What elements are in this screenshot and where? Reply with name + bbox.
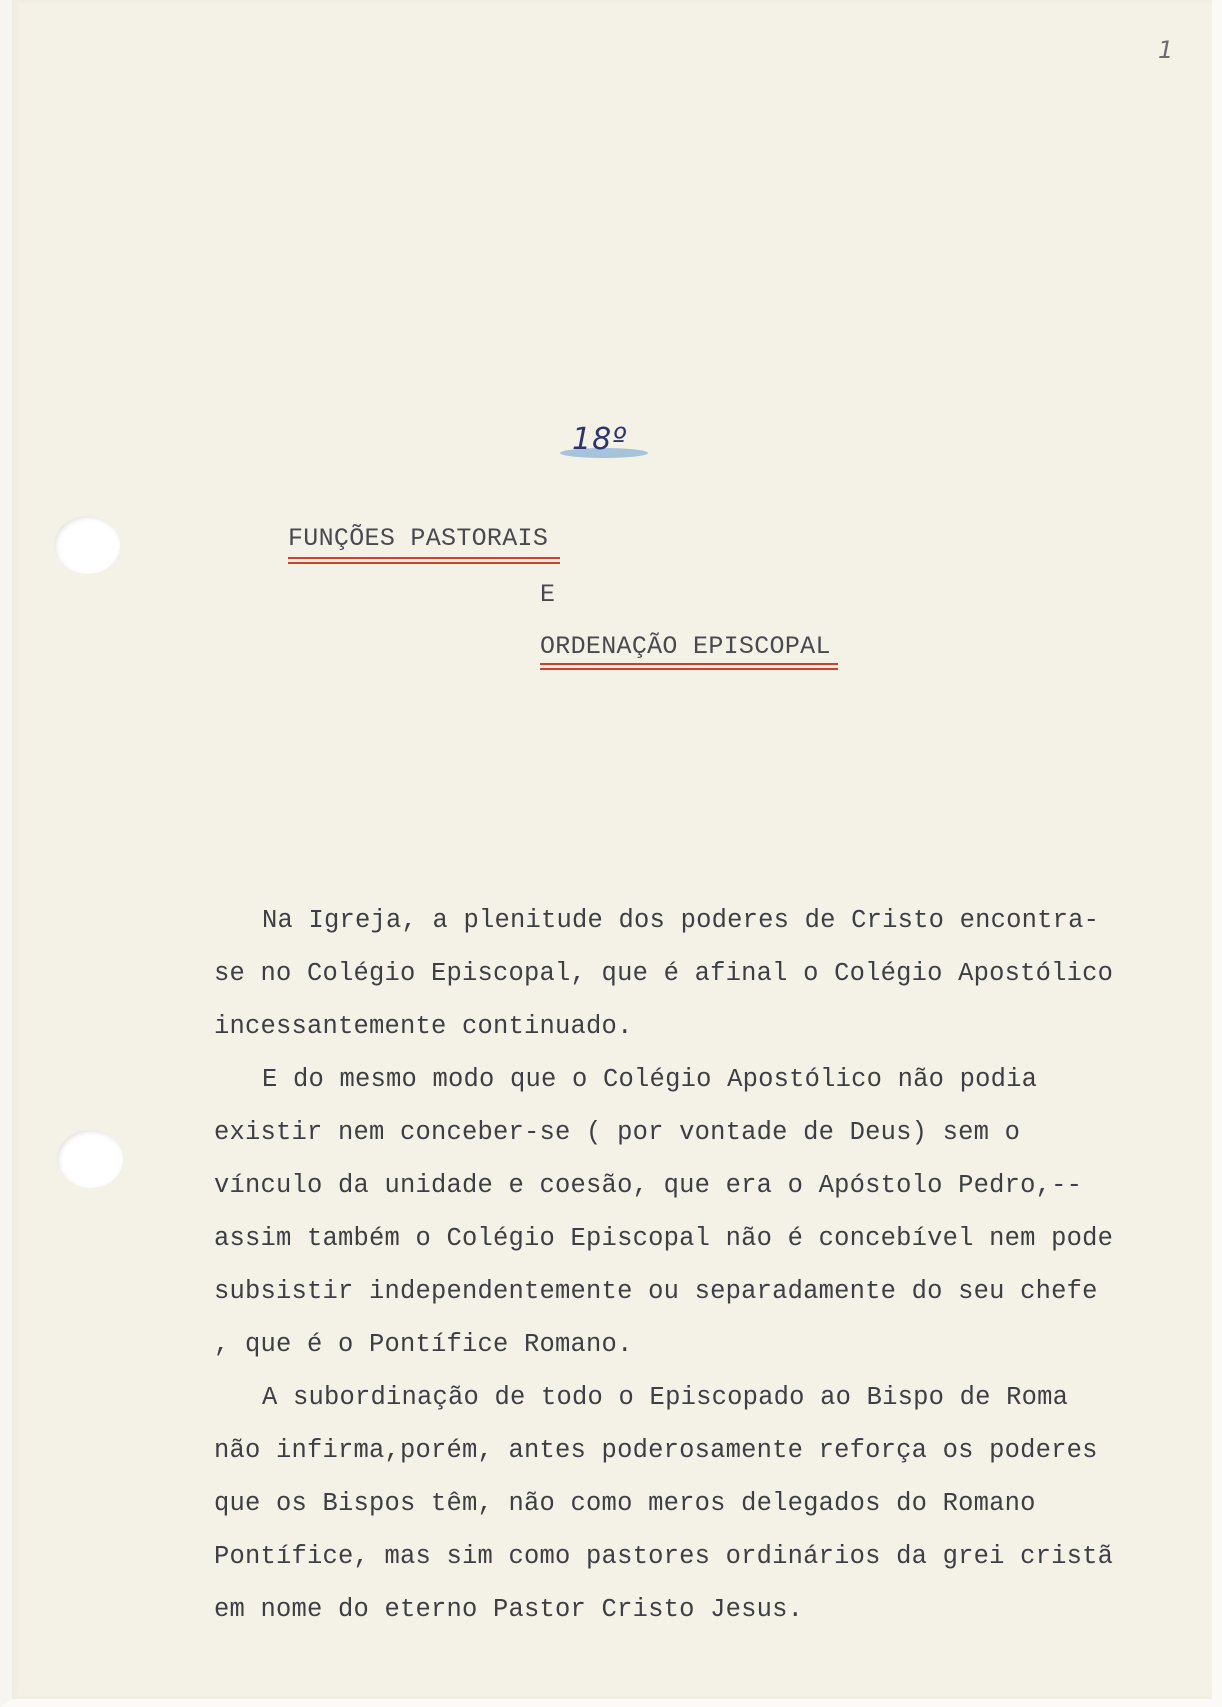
title-line-2: ORDENAÇÃO EPISCOPAL (540, 632, 831, 661)
paragraph: Na Igreja, a plenitude dos poderes de Cristo encontra-se no Colégio Episcopal, que é afinal o Colégio Apostólico incessantemente continuado. (214, 906, 1114, 1041)
punch-hole-bottom (57, 1130, 123, 1188)
paragraph: A subordinação de todo o Episcopado ao Bispo de Roma não infirma,porém, antes poderosamente reforça os poderes que os Bispos têm, não como meros delegados do Romano Pontífice, mas sim como pastores ordinários da grei cristã em nome do eterno Pastor Cristo Jesus. (214, 1383, 1114, 1624)
body-text (214, 894, 1114, 1636)
title-line-1-underline-bottom (288, 562, 560, 564)
page-number: 1 (1158, 36, 1174, 64)
title-conjunction: E (540, 580, 556, 609)
title-line-2-underline-bottom (540, 668, 838, 670)
paragraph: E do mesmo modo que o Colégio Apostólico não podia existir nem conceber-se ( por vontade de Deus) sem o vínculo da unidade e coesão, que era o Apóstolo Pedro,-- assim também o Colégio Episcopal não é concebível nem pode subsistir independentemente ou separadamente do seu chefe , que é o Pontífice Romano. (214, 1065, 1114, 1359)
punch-hole-top (54, 516, 120, 574)
chapter-number: 18º (572, 422, 628, 457)
title-line-1-underline-top (288, 557, 560, 559)
title-line-1: FUNÇÕES PASTORAIS (288, 524, 549, 553)
title-line-2-underline-top (540, 663, 838, 665)
